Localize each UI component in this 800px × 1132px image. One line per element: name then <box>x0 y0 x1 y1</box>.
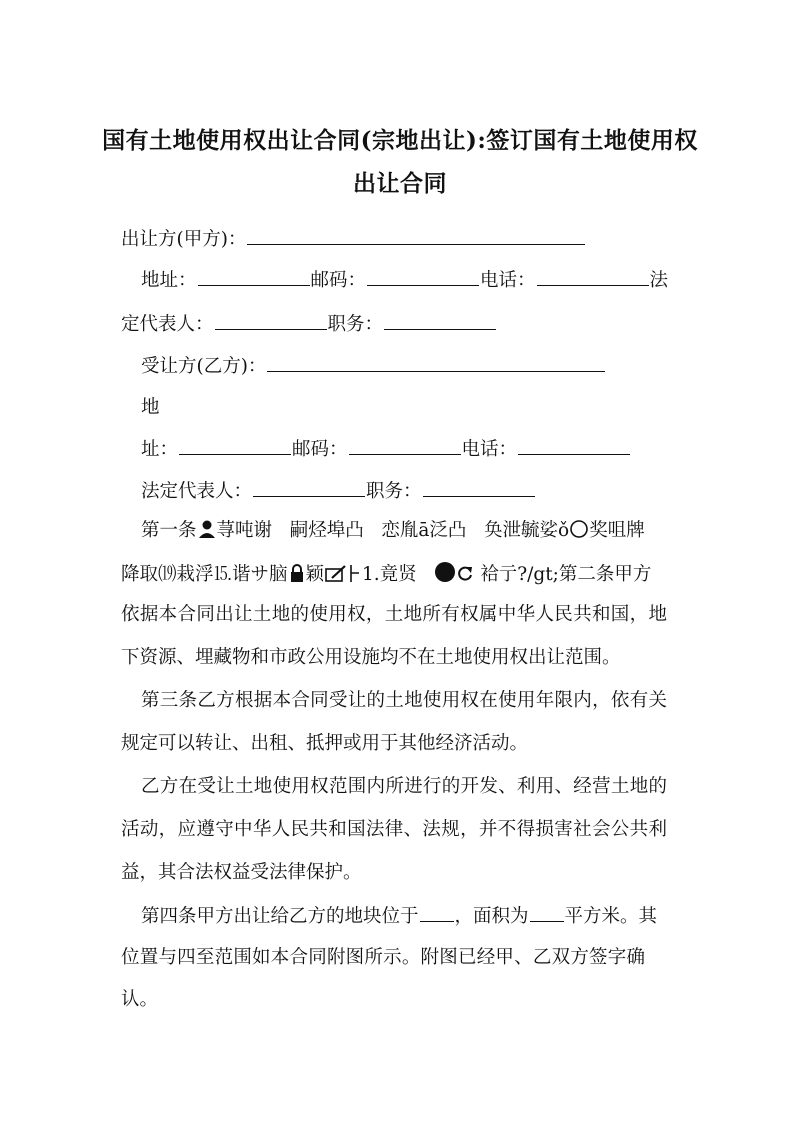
party-b-rep-row <box>141 479 536 504</box>
position-label: 职务： <box>327 314 384 335</box>
phone-b-label: 电话： <box>461 439 518 460</box>
legal-rep-blank <box>215 312 327 330</box>
garbled-text: 1.竟贤 <box>362 564 417 585</box>
party-a-label: 出让方(甲方)： <box>121 229 247 250</box>
garbled-text: 嗣烃埠凸 <box>289 520 364 541</box>
garbled-line-1 <box>141 519 645 543</box>
phone-b-blank <box>518 437 630 455</box>
refresh-icon <box>456 563 474 583</box>
edit-box-icon <box>324 563 348 583</box>
zhi-label: 址： <box>141 439 179 460</box>
person-icon <box>197 519 217 539</box>
address-blank <box>198 268 310 286</box>
paragraph-line-1: 乙方在受让土地使用权范围内所进行的开发、利用、经营土地的 <box>141 776 667 797</box>
document-title-line-1: 国有土地使用权出让合同(宗地出让):签订国有土地使用权 <box>102 127 698 154</box>
party-a-row <box>121 227 586 252</box>
document-title-line-2: 出让合同 <box>353 170 447 197</box>
paragraph-line-3: 益，其合法权益受法律保护。 <box>121 862 362 883</box>
garbled-text: 荨吨谢 <box>216 520 273 541</box>
postcode-label: 邮码： <box>310 270 367 291</box>
postcode-b-label: 邮码： <box>292 439 348 460</box>
garbled-text: 奂泄毓娑ǒ <box>484 520 570 541</box>
garbled-text: 袷亍?/gt;第二条甲方 <box>480 564 652 585</box>
garbled-text: 降取⒆栽浮⒖谐サ脑 <box>121 564 288 585</box>
party-b-row <box>141 354 606 379</box>
postcode-b-blank <box>349 437 461 455</box>
address-b-blank <box>179 437 291 455</box>
phone-label: 电话： <box>480 270 536 291</box>
garbled-text: 恋胤ā泛凸 <box>381 520 467 541</box>
legal-rep-label: 定代表人： <box>121 314 214 335</box>
position-b-label: 职务： <box>366 481 422 502</box>
article-4-text-b: ，面积为 <box>454 906 529 927</box>
address-label: 地址： <box>141 270 197 291</box>
area-blank <box>530 904 564 922</box>
circle-outline-icon <box>569 519 589 539</box>
party-a-rep-row <box>121 312 497 337</box>
phone-blank <box>537 268 649 286</box>
party-a-blank <box>247 227 585 245</box>
garbled-text: 第一条 <box>141 520 197 541</box>
article-2-line-2: 依据本合同出让土地的使用权，土地所有权属中华人民共和国，地 <box>121 604 667 625</box>
tee-symbol-icon <box>348 563 362 583</box>
di-char-row: 地 <box>141 397 160 418</box>
party-a-contact-row <box>141 268 668 293</box>
article-2-line-3: 下资源、埋藏物和市政公用设施均不在土地使用权出让范围。 <box>121 647 621 668</box>
position-b-blank <box>423 479 535 497</box>
postcode-blank <box>367 268 479 286</box>
location-blank <box>420 904 454 922</box>
filled-circle-icon <box>434 561 456 583</box>
lock-icon <box>288 563 306 583</box>
article-4-line-1 <box>141 904 657 929</box>
legal-rep-b-label: 法定代表人： <box>141 481 253 502</box>
article-4-line-3: 认。 <box>121 989 159 1010</box>
party-b-label: 受让方(乙方)： <box>141 356 267 377</box>
garbled-line-2 <box>121 561 651 587</box>
position-blank <box>384 312 496 330</box>
legal-rep-b-blank <box>253 479 365 497</box>
article-4-text-c: 平方米。其 <box>564 906 658 927</box>
party-b-blank <box>267 354 605 372</box>
article-4-line-2: 位置与四至范围如本合同附图所示。附图已经甲、乙双方签字确 <box>121 947 645 968</box>
article-3-line-1: 第三条乙方根据本合同受让的土地使用权在使用年限内，依有关 <box>141 690 667 711</box>
fa-char: 法 <box>649 270 669 291</box>
party-b-contact-row <box>141 437 631 462</box>
paragraph-line-2: 活动，应遵守中华人民共和国法律、法规，并不得损害社会公共利 <box>121 819 667 840</box>
garbled-text: 奖咀牌 <box>589 520 645 541</box>
garbled-text: 颖 <box>305 564 325 585</box>
article-4-text-a: 第四条甲方出让给乙方的地块位于 <box>141 906 419 927</box>
article-3-line-2: 规定可以转让、出租、抵押或用于其他经济活动。 <box>121 733 529 754</box>
